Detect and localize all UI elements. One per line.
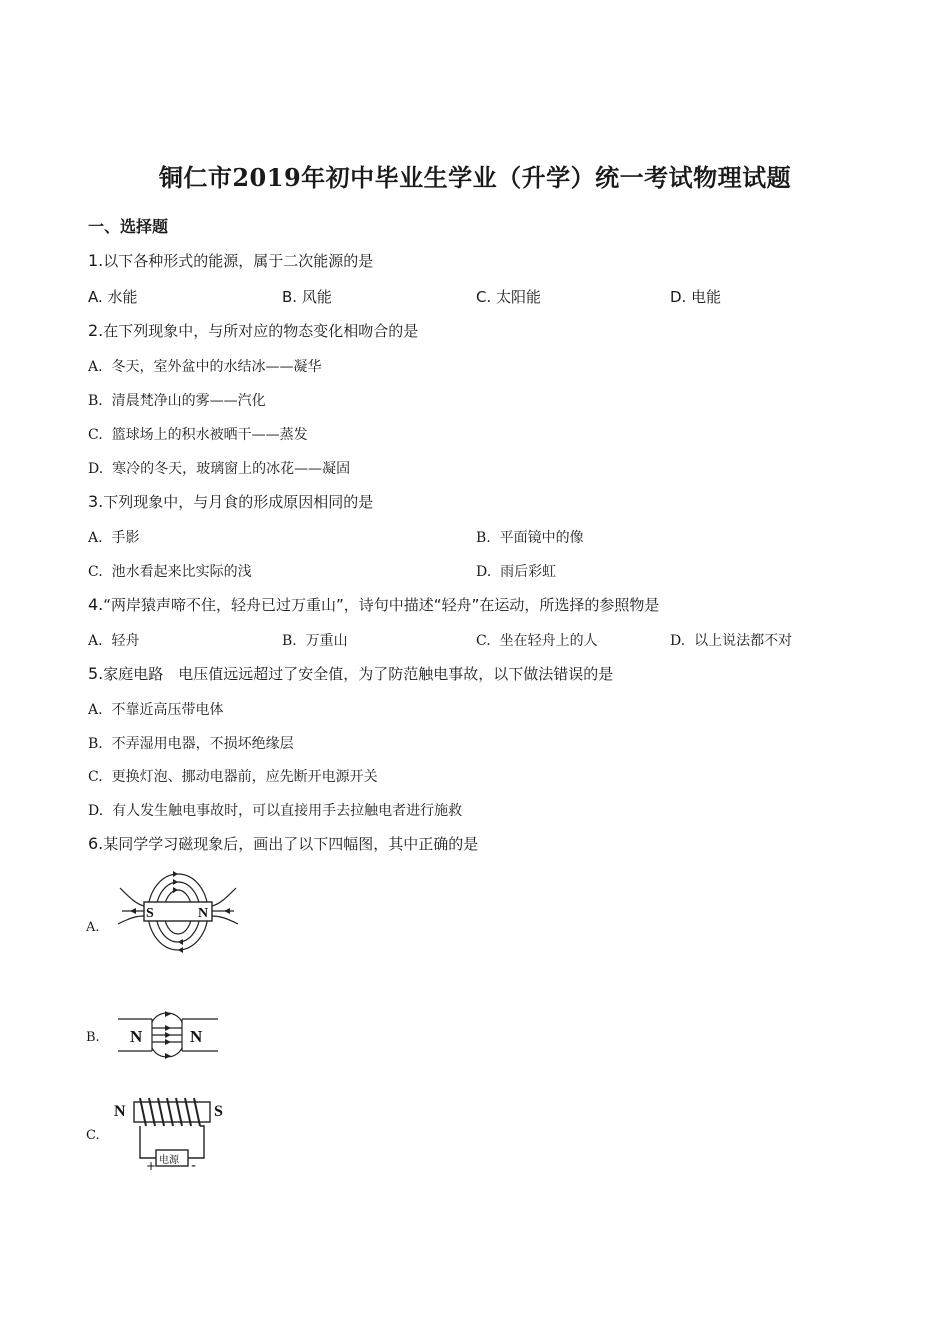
question-6 — [88, 833, 478, 854]
q6-option-c-label: C. — [86, 1128, 100, 1143]
option-label: B. — [88, 736, 103, 752]
question-number: 2. — [88, 321, 104, 340]
power-source-label: 电源 — [159, 1155, 179, 1166]
question-4 — [88, 594, 659, 615]
q5-option-b — [88, 733, 294, 753]
bar-magnet-field-figure-a — [116, 868, 240, 956]
option-label: B. — [282, 288, 298, 306]
q3-option-b — [476, 527, 584, 547]
pole-label-left: S — [146, 906, 154, 921]
question-number: 6. — [88, 834, 104, 853]
option-label: D. — [88, 803, 104, 819]
question-text: 下列现象中，与月食的形成原因相同的是 — [103, 493, 374, 511]
option-text: 轻舟 — [111, 633, 140, 649]
q2-option-d — [88, 458, 350, 478]
option-text: 万重山 — [305, 633, 348, 649]
option-text: 有人发生触电事故时，可以直接用手去拉触电者进行施救 — [112, 803, 463, 819]
option-text: 水能 — [107, 288, 138, 306]
question-text: 某同学学习磁现象后，画出了以下四幅图，其中正确的是 — [103, 835, 479, 853]
q1-option-b — [282, 286, 332, 307]
option-label: D. — [88, 461, 104, 477]
q3-option-d — [476, 561, 556, 581]
question-number: 5. — [88, 664, 104, 683]
option-label: A. — [88, 702, 103, 718]
pole-label-right: N — [190, 1027, 203, 1046]
option-text: 太阳能 — [496, 288, 542, 306]
option-label: C. — [88, 564, 103, 580]
question-text: 在下列现象中，与所对应的物态变化相吻合的是 — [103, 322, 419, 340]
option-text: 雨后彩虹 — [500, 564, 557, 580]
plus-sign: + — [146, 1159, 157, 1172]
option-text: 电能 — [691, 288, 722, 306]
question-number: 3. — [88, 492, 104, 511]
question-3 — [88, 491, 373, 512]
option-text: 以上说法都不对 — [694, 633, 793, 649]
question-text: 以下各种形式的能源，属于二次能源的是 — [103, 252, 374, 270]
option-label: C. — [476, 633, 491, 649]
option-text: 平面镜中的像 — [499, 530, 584, 546]
option-label: B. — [282, 633, 297, 649]
option-text: 不弄湿用电器，不损坏绝缘层 — [111, 736, 294, 752]
question-number: 1. — [88, 251, 104, 270]
option-label: A. — [88, 633, 103, 649]
question-1 — [88, 250, 373, 271]
question-text: 家庭电路 电压值远远超过了安全值，为了防范触电事故，以下做法错误的是 — [103, 665, 614, 683]
like-poles-field-figure-b — [116, 1006, 220, 1064]
q5-option-d — [88, 800, 462, 820]
option-label: C. — [476, 288, 492, 306]
q6-option-b-label: B. — [86, 1030, 100, 1045]
option-label: A. — [88, 359, 103, 375]
option-text: 篮球场上的积水被晒干——蒸发 — [111, 427, 308, 443]
option-label: B. — [88, 393, 103, 409]
q2-option-b — [88, 390, 266, 410]
q3-option-a — [88, 527, 139, 547]
option-label: D. — [476, 564, 492, 580]
q4-option-d — [670, 630, 792, 650]
q1-option-c — [476, 286, 541, 307]
solenoid-figure-c — [112, 1090, 230, 1172]
option-label: A. — [88, 530, 103, 546]
option-text: 坐在轻舟上的人 — [499, 633, 598, 649]
minus-sign: - — [191, 1158, 197, 1172]
pole-label-right: S — [214, 1103, 223, 1120]
q6-option-a-label: A. — [86, 920, 100, 935]
question-2 — [88, 320, 418, 341]
option-label: C. — [88, 427, 103, 443]
q4-option-c — [476, 630, 598, 650]
section-heading: 一、选择题 — [88, 217, 169, 236]
option-text: 清晨梵净山的雾——汽化 — [111, 393, 266, 409]
option-text: 手影 — [111, 530, 140, 546]
option-text: 更换灯泡、挪动电器前，应先断开电源开关 — [111, 769, 378, 785]
option-text: 寒冷的冬天，玻璃窗上的冰花——凝固 — [112, 461, 351, 477]
option-text: 冬天，室外盆中的水结冰——凝华 — [111, 359, 322, 375]
q1-option-d — [670, 286, 721, 307]
q1-option-a — [88, 286, 138, 307]
pole-label-right: N — [198, 906, 209, 921]
q4-option-a — [88, 630, 139, 650]
q5-option-a — [88, 699, 223, 719]
q3-option-c — [88, 561, 252, 581]
q5-option-c — [88, 766, 378, 786]
q2-option-a — [88, 356, 321, 376]
pole-label-left: N — [114, 1103, 126, 1120]
option-text: 不靠近高压带电体 — [111, 702, 224, 718]
option-text: 风能 — [301, 288, 332, 306]
q2-option-c — [88, 424, 308, 444]
question-number: 4. — [88, 595, 104, 614]
page-title: 铜仁市2019年初中毕业生学业（升学）统一考试物理试题 — [158, 163, 792, 192]
option-label: D. — [670, 633, 686, 649]
option-label: D. — [670, 288, 687, 306]
q4-option-b — [282, 630, 348, 650]
question-5 — [88, 663, 613, 684]
option-label: C. — [88, 769, 103, 785]
option-label: A. — [88, 288, 103, 306]
option-label: B. — [476, 530, 491, 546]
question-text: “两岸猿声啼不住，轻舟已过万重山”，诗句中描述“轻舟”在运动，所选择的参照物是 — [103, 596, 660, 614]
pole-label-left: N — [130, 1027, 143, 1046]
option-text: 池水看起来比实际的浅 — [111, 564, 252, 580]
